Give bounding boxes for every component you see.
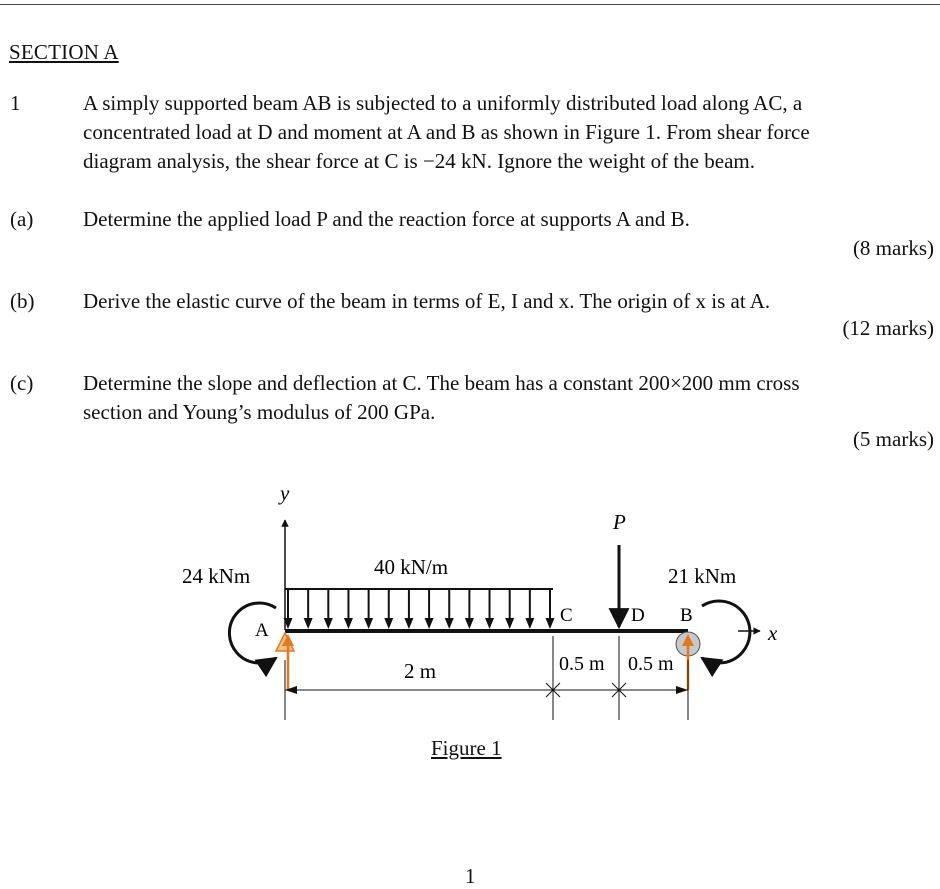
udl-arrow-head — [304, 618, 313, 629]
part-c-label: (c) — [10, 371, 34, 395]
moment-b-arrow — [702, 601, 750, 663]
udl-arrow-head — [425, 618, 434, 629]
part-a-marks: (8 marks) — [852, 236, 934, 260]
udl-arrow-head — [404, 618, 413, 629]
y-axis-label: y — [280, 481, 290, 505]
question-line-1: A simply supported beam AB is subjected to a uniformly distributed load along AC, a — [83, 91, 803, 115]
point-a-label: A — [255, 620, 269, 641]
udl-arrow-head — [445, 618, 454, 629]
udl-arrow-head — [546, 618, 555, 629]
udl-arrow-head — [384, 618, 393, 629]
section-title: SECTION A — [9, 40, 119, 64]
moment-b-label: 21 kNm — [668, 564, 737, 588]
question-number: 1 — [10, 91, 21, 115]
udl-arrow-head — [324, 618, 333, 629]
point-d-label: D — [631, 605, 645, 626]
udl-arrow-head — [505, 618, 514, 629]
part-a-label: (a) — [10, 207, 34, 231]
dim-ac-label: 2 m — [404, 659, 437, 683]
part-c-line-2: section and Young’s modulus of 200 GPa. — [83, 400, 436, 424]
part-c-line-1: Determine the slope and deflection at C. The beam has a constant 200×200 mm cross — [83, 371, 800, 395]
udl-arrow-head — [465, 618, 474, 629]
page-number: 1 — [465, 864, 476, 888]
dim-db-label: 0.5 m — [628, 653, 674, 675]
dim-arrowhead-b — [676, 686, 688, 694]
part-b-label: (b) — [10, 289, 35, 313]
part-c-marks: (5 marks) — [852, 427, 934, 451]
udl-arrow-head — [485, 618, 494, 629]
x-axis-label: x — [768, 621, 778, 645]
part-a-text: Determine the applied load P and the reaction force at supports A and B. — [83, 207, 690, 231]
udl-label: 40 kN/m — [374, 555, 449, 579]
load-p-label: P — [613, 510, 626, 534]
dim-cd-label: 0.5 m — [559, 653, 605, 675]
point-b-label: B — [680, 605, 693, 626]
figure-caption: Figure 1 — [431, 736, 502, 760]
udl-arrows — [284, 589, 555, 629]
moment-a-arrow — [229, 603, 276, 663]
part-b-marks: (12 marks) — [842, 316, 934, 340]
udl-arrow-head — [525, 618, 534, 629]
part-b-text: Derive the elastic curve of the beam in terms of E, I and x. The origin of x is at A. — [83, 289, 771, 313]
point-c-label: C — [560, 605, 573, 626]
question-line-3: diagram analysis, the shear force at C is −24 kN. Ignore the weight of the beam. — [83, 149, 755, 173]
moment-a-label: 24 kNm — [182, 564, 251, 588]
udl-arrow-head — [344, 618, 353, 629]
udl-arrow-head — [364, 618, 373, 629]
question-line-2: concentrated load at D and moment at A and B as shown in Figure 1. From shear force — [83, 120, 810, 144]
